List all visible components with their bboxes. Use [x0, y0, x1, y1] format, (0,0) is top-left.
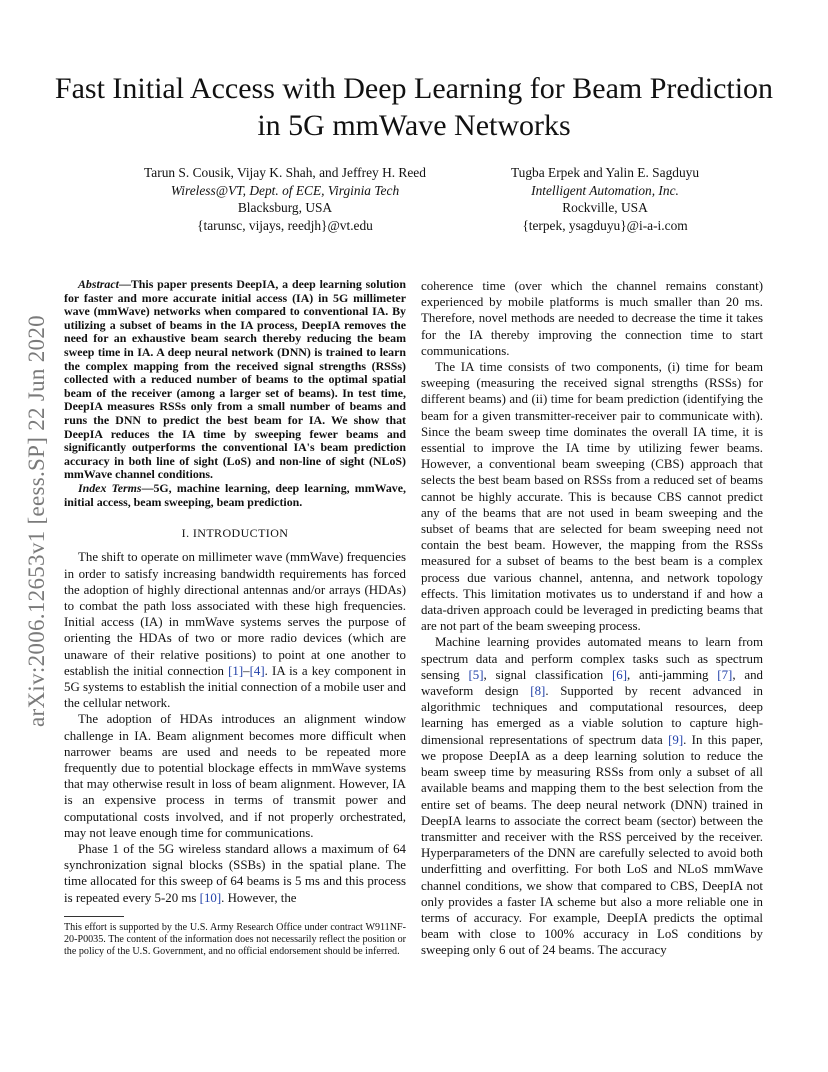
author-names: Tugba Erpek and Yalin E. Sagduyu: [510, 165, 700, 180]
citation-link[interactable]: [4]: [249, 663, 265, 678]
citation-link[interactable]: [7]: [717, 667, 733, 682]
citation-link[interactable]: [6]: [611, 667, 627, 682]
author-affiliation: Intelligent Automation, Inc.: [531, 182, 679, 198]
text-run: Machine learning provides automated means to learn from spectrum data and perform complex tasks such as spectrum sensing: [421, 635, 763, 682]
abstract: [64, 278, 406, 482]
author-affiliation: Wireless@VT, Dept. of ECE, Virginia Tech: [170, 182, 400, 198]
index-terms: [64, 482, 406, 509]
paragraph: coherence time (over which the channel remains constant) experienced by mobile platforms is much smaller than 20 ms. Therefore, novel methods are needed to decrease the time it takes for the IA thereby improving the connection time to start communications.: [421, 279, 763, 358]
text-run: , and waveform design: [421, 667, 763, 699]
citation-link[interactable]: [10]: [199, 890, 222, 905]
paragraph: [421, 634, 763, 958]
citation-link[interactable]: [8]: [530, 684, 546, 699]
text-run: , signal classification: [483, 667, 612, 682]
text-run: The shift to operate on millimeter wave (mmWave) frequencies in order to satisfy increasing bandwidth requirements has forced the adoption of highly directional antennas and/or arrays (HDAs) to combat the path loss associated with these high frequencies. Initial access (IA) in mmWave systems serves the purpose of orienting the HDAs of two or more radio devices (which are unaware of their relative positions) to point at one another to establish the initial connection: [64, 550, 406, 678]
paragraph: [64, 549, 406, 711]
abstract-label: Abstract: [78, 277, 119, 291]
text-run: –: [243, 663, 250, 678]
index-terms-text: —5G, machine learning, deep learning, mmWave, initial access, beam sweeping, beam prediction.: [64, 480, 406, 509]
left-column: [64, 278, 406, 906]
author-block-1: [110, 164, 460, 234]
arxiv-sidebar: [22, 286, 52, 756]
paragraph: The adoption of HDAs introduces an alignment window challenge in IA. Beam alignment becomes more difficult when narrower beams are used and needs to be repeated more frequently due to potential blockage effects in mmWave systems that may otherwise result in loss of beam alignment. However, IA is an expensive process in terms of transmit power and computational costs involved, and if not properly orchestrated, may not leave enough time for communications.: [64, 712, 406, 840]
author-names: Tarun S. Cousik, Vijay K. Shah, and Jeffrey H. Reed: [144, 165, 426, 180]
text-run: , anti-jamming: [627, 667, 718, 682]
author-location: Blacksburg, USA: [237, 200, 333, 215]
text-run: . In this paper, we propose DeepIA as a deep learning solution to reduce the beam sweep time by measuring RSSs from only a subset of all available beams and mapping them to the best selection from the entire set of beams. The deep neural network (DNN) trained in DeepIA learns to associate the correct beam (sector) between the transmitter and receiver with the RSS perceived by the receiver. Hyperparameters of the DNN are carefully selected to avoid both underfitting and overfitting. For both LoS and NLoS mmWave channel conditions, we show that compared to CBS, DeepIA not only provides a faster IA scheme but also a more reliable one in terms of accuracy. For example, DeepIA predicts the optimal beam with close to 100% accuracy in LoS conditions by sweeping only 6 out of 24 beams. The accuracy: [421, 732, 763, 958]
text-run: . Supported by recent advanced in algorithmic techniques and computational resources, deep learning has emerged as a viable solution to capture high-dimensional representations of spectrum data: [421, 684, 763, 747]
arxiv-id: arXiv:2006.12653v1 [eess.SP] 22 Jun 2020: [24, 315, 49, 727]
section-heading: I. INTRODUCTION: [181, 526, 289, 541]
paper-title: Fast Initial Access with Deep Learning for Beam Prediction in 5G mmWave Networks: [54, 72, 774, 142]
text-run: . However, the: [221, 890, 297, 905]
abstract-text: —This paper presents DeepIA, a deep learning solution for faster and more accurate initial access (IA) in 5G millimeter wave (mmWave) networks when compared to conventional IA. By utilizing a subset of beams in the IA process, DeepIA removes the need for an exhaustive beam search thereby reducing the beam sweep time in IA. A deep neural network (DNN) is trained to learn the complex mapping from the received signal strengths (RSSs) collected with a reduced number of beams to the optimal spatial beam of the receiver (among a larger set of beams). In test time, DeepIA measures RSSs only from a small number of beams and runs the DNN to predict the best beam for IA. We show that DeepIA reduces the IA time by sweeping fewer beams and significantly outperforms the conventional IA's beam prediction accuracy in both line of sight (LoS) and non-line of sight (NLoS) mmWave channel conditions.: [64, 277, 406, 482]
footnote-rule: [64, 916, 124, 917]
author-email: {terpek, ysagduyu}@i-a-i.com: [522, 217, 688, 233]
text-run: Phase 1 of the 5G wireless standard allows a maximum of 64 synchronization signal blocks (SSBs) in the spatial plane. The time allocated for this sweep of 64 beams is 5 ms and this process is repeated every 5-20 ms: [64, 841, 406, 905]
text-run: . IA is a key component in 5G systems to establish the initial connection of a mobile user and the cellular network.: [64, 663, 406, 711]
paragraph: [64, 841, 406, 906]
author-block-2: [470, 164, 740, 234]
author-location: Rockville, USA: [562, 200, 648, 215]
index-terms-label: Index Terms: [78, 480, 142, 495]
paragraph: The IA time consists of two components, (i) time for beam sweeping (measuring the received signal strengths (RSSs) for different beams) and (ii) time for beam prediction (identifying the beam for a given transmitter-receiver pair to communicate with). Since the beam sweep time dominates the overall IA time, it is essential to improve the IA time by utilizing fewer beams. However, a conventional beam sweeping (CBS) approach that selects the best beam based on RSSs from a reduced set of beams cannot be highly accurate. This is because CBS cannot predict any of the beams that are not used in beam sweeping and the subset of beams that are selected for beam sweeping need not contain the best beam. However, the mapping from the RSSs measured for a subset of beams to the best beam is a complex process due various channel, antenna, and network topology effects. This limitation motivates us to understand if and how a data-driven approach could be leveraged in predicting beams that are not part of the beam sweeping process.: [421, 360, 763, 634]
author-email: {tarunsc, vijays, reedjh}@vt.edu: [197, 217, 373, 233]
citation-link[interactable]: [5]: [468, 667, 484, 682]
citation-link[interactable]: [9]: [668, 732, 684, 747]
right-column: [421, 278, 763, 959]
footnote: This effort is supported by the U.S. Army Research Office under contract W911NF-20-P0035. The content of the information does not necessarily reflect the position or the policy of the U.S. Government, and no official endorsement should be inferred.: [64, 922, 406, 957]
citation-link[interactable]: [1]: [228, 663, 244, 678]
